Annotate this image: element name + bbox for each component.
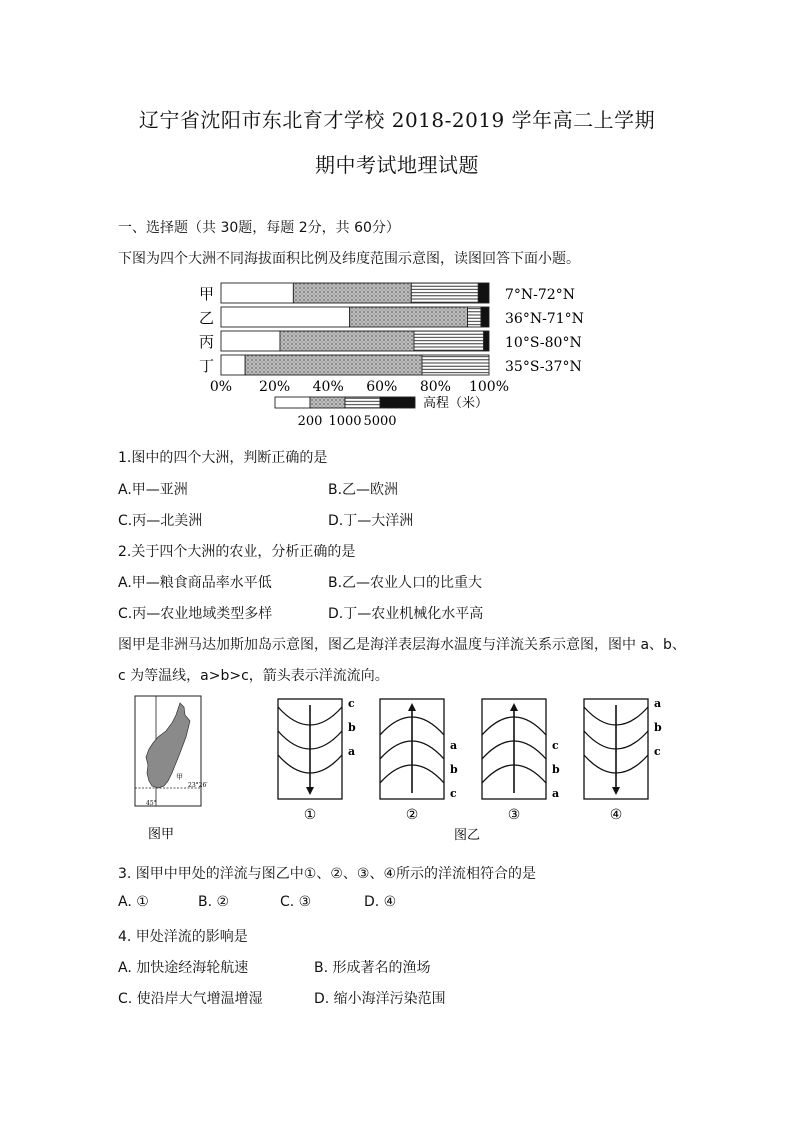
point-label: 甲: [176, 773, 183, 781]
intro-text-1: 下图为四个大洲不同海拔面积比例及纬度范围示意图，读图回答下面小题。: [118, 251, 580, 267]
intro-text-2a: 图甲是非洲马达加斯加岛示意图，图乙是海洋表层海水温度与洋流关系示意图，图中 a、b、: [118, 637, 686, 653]
current-panels: [270, 693, 670, 853]
q1-stem: 1.图中的四个大洲，判断正确的是: [118, 450, 328, 466]
category-label: 丁: [199, 357, 215, 375]
q1-option-d[interactable]: D.丁—大洋洲: [328, 513, 414, 529]
bar-segment-2-1: [280, 331, 414, 351]
latitude-label: 23°26′: [188, 782, 208, 789]
panel-number: ②: [405, 807, 419, 823]
elevation-chart: [195, 275, 615, 440]
q4-stem: 4. 甲处洋流的影响是: [118, 929, 248, 945]
isotherm-label: b: [654, 721, 662, 734]
latitude-range-label: 35°S-37°N: [505, 359, 582, 375]
x-tick-label: 40%: [312, 379, 344, 395]
legend-swatch: [275, 397, 310, 408]
q1-option-a[interactable]: A.甲—亚洲: [118, 482, 188, 498]
longitude-label: 45°: [146, 800, 157, 807]
bar-segment-2-0: [221, 331, 280, 351]
q2-stem: 2.关于四个大洲的农业，分析正确的是: [118, 544, 356, 560]
bar-segment-1-1: [350, 307, 468, 327]
legend-tick-label: 5000: [363, 414, 397, 429]
x-tick-label: 80%: [419, 379, 451, 395]
bar-segment-2-3: [484, 331, 489, 351]
category-label: 丙: [199, 333, 215, 351]
x-tick-label: 60%: [366, 379, 398, 395]
page-title-line2: 期中考试地理试题: [315, 153, 479, 177]
q1-option-b[interactable]: B.乙—欧洲: [328, 482, 399, 498]
legend-tick-label: 1000: [328, 414, 362, 429]
latitude-range-label: 10°S-80°N: [505, 335, 582, 351]
q2-option-b[interactable]: B.乙—农业人口的比重大: [328, 575, 483, 591]
panel-number: ④: [609, 807, 623, 823]
isotherm-label: b: [552, 763, 560, 776]
current-panel-4: [584, 697, 662, 823]
page-title-line1: 辽宁省沈阳市东北育才学校 2018-2019 学年高二上学期: [138, 108, 656, 132]
legend-tick-label: 200: [297, 414, 323, 429]
x-tick-label: 0%: [209, 379, 233, 395]
isotherm-label: a: [450, 739, 458, 752]
q3-option-d[interactable]: D. ④: [364, 894, 397, 910]
q2-option-c[interactable]: C.丙—农业地域类型多样: [118, 606, 273, 622]
q4-option-c[interactable]: C. 使沿岸大气增温增湿: [118, 991, 263, 1007]
madagascar-map: [128, 693, 208, 843]
panels-caption: 图乙: [454, 828, 481, 843]
bar-segment-3-0: [221, 355, 245, 375]
bar-segment-1-3: [481, 307, 489, 327]
q4-option-d[interactable]: D. 缩小海洋污染范围: [314, 991, 446, 1007]
q2-option-d[interactable]: D.丁—农业机械化水平高: [328, 606, 484, 622]
current-panel-3: [482, 699, 560, 823]
q2-option-a[interactable]: A.甲—粮食商品率水平低: [118, 575, 272, 591]
intro-text-2b: c 为等温线，a>b>c，箭头表示洋流流向。: [118, 668, 389, 684]
x-tick-label: 20%: [259, 379, 291, 395]
panel-number: ①: [303, 807, 317, 823]
isotherm-label: b: [450, 763, 458, 776]
isotherm-label: c: [552, 739, 559, 752]
bar-segment-0-0: [221, 283, 293, 303]
bar-segment-0-3: [478, 283, 489, 303]
isotherm-label: a: [654, 697, 662, 710]
q3-option-b[interactable]: B. ②: [198, 894, 230, 910]
bar-segment-2-2: [414, 331, 484, 351]
bar-segment-0-2: [411, 283, 478, 303]
category-label: 乙: [199, 309, 215, 327]
panel-number: ③: [507, 807, 521, 823]
legend-swatch: [345, 397, 380, 408]
map-caption: 图甲: [148, 827, 175, 842]
current-panel-1: [278, 697, 356, 823]
q1-option-c[interactable]: C.丙—北美洲: [118, 513, 203, 529]
bar-segment-3-2: [422, 355, 489, 375]
q3-stem: 3. 图甲中甲处的洋流与图乙中①、②、③、④所示的洋流相符合的是: [118, 866, 537, 882]
q3-option-c[interactable]: C. ③: [280, 894, 312, 910]
latitude-range-label: 36°N-71°N: [505, 311, 584, 327]
category-label: 甲: [199, 285, 215, 303]
bar-segment-3-1: [245, 355, 422, 375]
legend-title: 高程（米）: [423, 396, 489, 411]
legend-swatch: [380, 397, 415, 408]
bar-segment-1-2: [468, 307, 481, 327]
legend-swatch: [310, 397, 345, 408]
isotherm-label: a: [348, 745, 356, 758]
q4-option-a[interactable]: A. 加快途经海轮航速: [118, 960, 249, 976]
isotherm-label: c: [348, 697, 355, 710]
bar-segment-0-1: [293, 283, 411, 303]
q3-option-a[interactable]: A. ①: [118, 894, 149, 910]
current-panel-2: [380, 699, 458, 823]
isotherm-label: c: [654, 745, 661, 758]
isotherm-label: c: [450, 787, 457, 800]
q4-option-b[interactable]: B. 形成著名的渔场: [314, 960, 431, 976]
isotherm-label: b: [348, 721, 356, 734]
section-heading: 一、选择题（共 30题，每题 2分，共 60分）: [118, 220, 400, 236]
latitude-range-label: 7°N-72°N: [505, 287, 575, 303]
x-tick-label: 100%: [468, 379, 510, 395]
bar-segment-1-0: [221, 307, 350, 327]
isotherm-label: a: [552, 787, 560, 800]
